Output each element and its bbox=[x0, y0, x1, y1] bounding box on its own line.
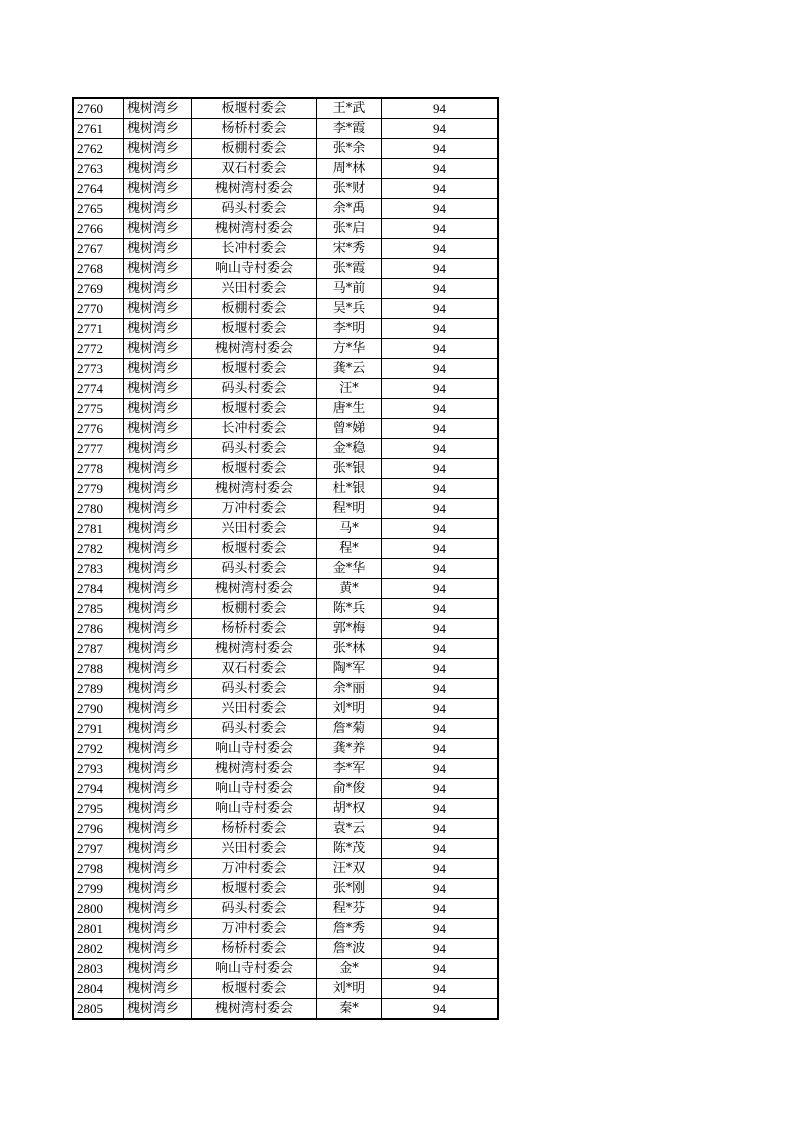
person-name-cell: 吴*兵 bbox=[317, 299, 382, 319]
row-number-cell: 2767 bbox=[73, 239, 124, 259]
person-name-cell: 詹*秀 bbox=[317, 919, 382, 939]
person-name-cell: 张*启 bbox=[317, 219, 382, 239]
person-name-cell: 秦* bbox=[317, 999, 382, 1020]
score-cell: 94 bbox=[382, 699, 499, 719]
township-cell: 槐树湾乡 bbox=[124, 359, 192, 379]
township-cell: 槐树湾乡 bbox=[124, 119, 192, 139]
row-number-cell: 2797 bbox=[73, 839, 124, 859]
person-name-cell: 方*华 bbox=[317, 339, 382, 359]
row-number-cell: 2769 bbox=[73, 279, 124, 299]
score-cell: 94 bbox=[382, 879, 499, 899]
table-row bbox=[73, 219, 498, 239]
score-cell: 94 bbox=[382, 139, 499, 159]
township-cell: 槐树湾乡 bbox=[124, 239, 192, 259]
score-cell: 94 bbox=[382, 839, 499, 859]
table-row bbox=[73, 579, 498, 599]
person-name-cell: 陈*茂 bbox=[317, 839, 382, 859]
table-row bbox=[73, 199, 498, 219]
score-cell: 94 bbox=[382, 299, 499, 319]
score-cell: 94 bbox=[382, 679, 499, 699]
row-number-cell: 2805 bbox=[73, 999, 124, 1020]
row-number-cell: 2793 bbox=[73, 759, 124, 779]
row-number-cell: 2799 bbox=[73, 879, 124, 899]
row-number-cell: 2765 bbox=[73, 199, 124, 219]
person-name-cell: 金*华 bbox=[317, 559, 382, 579]
score-cell: 94 bbox=[382, 319, 499, 339]
township-cell: 槐树湾乡 bbox=[124, 139, 192, 159]
village-committee-cell: 响山寺村委会 bbox=[192, 259, 317, 279]
township-cell: 槐树湾乡 bbox=[124, 639, 192, 659]
village-committee-cell: 长冲村委会 bbox=[192, 419, 317, 439]
score-cell: 94 bbox=[382, 959, 499, 979]
score-cell: 94 bbox=[382, 499, 499, 519]
village-committee-cell: 万冲村委会 bbox=[192, 859, 317, 879]
row-number-cell: 2780 bbox=[73, 499, 124, 519]
township-cell: 槐树湾乡 bbox=[124, 939, 192, 959]
row-number-cell: 2764 bbox=[73, 179, 124, 199]
score-cell: 94 bbox=[382, 819, 499, 839]
table-row bbox=[73, 139, 498, 159]
village-committee-cell: 码头村委会 bbox=[192, 899, 317, 919]
row-number-cell: 2796 bbox=[73, 819, 124, 839]
score-cell: 94 bbox=[382, 719, 499, 739]
township-cell: 槐树湾乡 bbox=[124, 799, 192, 819]
row-number-cell: 2779 bbox=[73, 479, 124, 499]
township-cell: 槐树湾乡 bbox=[124, 439, 192, 459]
township-cell: 槐树湾乡 bbox=[124, 899, 192, 919]
person-name-cell: 程* bbox=[317, 539, 382, 559]
score-cell: 94 bbox=[382, 579, 499, 599]
person-name-cell: 余*禹 bbox=[317, 199, 382, 219]
score-cell: 94 bbox=[382, 199, 499, 219]
person-name-cell: 刘*明 bbox=[317, 699, 382, 719]
township-cell: 槐树湾乡 bbox=[124, 819, 192, 839]
table-row bbox=[73, 239, 498, 259]
village-committee-cell: 板堰村委会 bbox=[192, 399, 317, 419]
row-number-cell: 2771 bbox=[73, 319, 124, 339]
score-cell: 94 bbox=[382, 739, 499, 759]
table-row bbox=[73, 679, 498, 699]
township-cell: 槐树湾乡 bbox=[124, 979, 192, 999]
table-row bbox=[73, 839, 498, 859]
township-cell: 槐树湾乡 bbox=[124, 719, 192, 739]
row-number-cell: 2781 bbox=[73, 519, 124, 539]
township-cell: 槐树湾乡 bbox=[124, 559, 192, 579]
township-cell: 槐树湾乡 bbox=[124, 399, 192, 419]
score-cell: 94 bbox=[382, 119, 499, 139]
score-cell: 94 bbox=[382, 399, 499, 419]
table-row bbox=[73, 98, 498, 119]
table-row bbox=[73, 539, 498, 559]
person-name-cell: 龚*养 bbox=[317, 739, 382, 759]
village-committee-cell: 万冲村委会 bbox=[192, 499, 317, 519]
village-committee-cell: 槐树湾村委会 bbox=[192, 179, 317, 199]
score-cell: 94 bbox=[382, 339, 499, 359]
township-cell: 槐树湾乡 bbox=[124, 619, 192, 639]
person-name-cell: 唐*生 bbox=[317, 399, 382, 419]
person-name-cell: 袁*云 bbox=[317, 819, 382, 839]
village-committee-cell: 码头村委会 bbox=[192, 559, 317, 579]
township-cell: 槐树湾乡 bbox=[124, 679, 192, 699]
township-cell: 槐树湾乡 bbox=[124, 379, 192, 399]
row-number-cell: 2763 bbox=[73, 159, 124, 179]
person-name-cell: 詹*菊 bbox=[317, 719, 382, 739]
person-name-cell: 詹*波 bbox=[317, 939, 382, 959]
township-cell: 槐树湾乡 bbox=[124, 759, 192, 779]
village-committee-cell: 兴田村委会 bbox=[192, 839, 317, 859]
row-number-cell: 2775 bbox=[73, 399, 124, 419]
township-cell: 槐树湾乡 bbox=[124, 739, 192, 759]
person-name-cell: 杜*银 bbox=[317, 479, 382, 499]
person-name-cell: 李*军 bbox=[317, 759, 382, 779]
village-committee-cell: 响山寺村委会 bbox=[192, 959, 317, 979]
table-row bbox=[73, 359, 498, 379]
township-cell: 槐树湾乡 bbox=[124, 659, 192, 679]
row-number-cell: 2782 bbox=[73, 539, 124, 559]
person-name-cell: 马* bbox=[317, 519, 382, 539]
roster-sheet bbox=[72, 97, 491, 1020]
row-number-cell: 2772 bbox=[73, 339, 124, 359]
score-cell: 94 bbox=[382, 419, 499, 439]
score-cell: 94 bbox=[382, 379, 499, 399]
score-cell: 94 bbox=[382, 539, 499, 559]
village-committee-cell: 板堰村委会 bbox=[192, 459, 317, 479]
table-row bbox=[73, 979, 498, 999]
table-row bbox=[73, 159, 498, 179]
table-row bbox=[73, 459, 498, 479]
township-cell: 槐树湾乡 bbox=[124, 599, 192, 619]
village-committee-cell: 板堰村委会 bbox=[192, 319, 317, 339]
township-cell: 槐树湾乡 bbox=[124, 419, 192, 439]
person-name-cell: 程*明 bbox=[317, 499, 382, 519]
person-name-cell: 张*刚 bbox=[317, 879, 382, 899]
village-committee-cell: 码头村委会 bbox=[192, 379, 317, 399]
person-name-cell: 李*明 bbox=[317, 319, 382, 339]
score-cell: 94 bbox=[382, 239, 499, 259]
row-number-cell: 2786 bbox=[73, 619, 124, 639]
village-committee-cell: 杨桥村委会 bbox=[192, 119, 317, 139]
person-name-cell: 李*霞 bbox=[317, 119, 382, 139]
row-number-cell: 2774 bbox=[73, 379, 124, 399]
row-number-cell: 2801 bbox=[73, 919, 124, 939]
person-name-cell: 金*稳 bbox=[317, 439, 382, 459]
village-committee-cell: 码头村委会 bbox=[192, 679, 317, 699]
score-cell: 94 bbox=[382, 899, 499, 919]
village-committee-cell: 板堰村委会 bbox=[192, 539, 317, 559]
village-committee-cell: 槐树湾村委会 bbox=[192, 479, 317, 499]
township-cell: 槐树湾乡 bbox=[124, 179, 192, 199]
score-cell: 94 bbox=[382, 279, 499, 299]
person-name-cell: 龚*云 bbox=[317, 359, 382, 379]
village-committee-cell: 兴田村委会 bbox=[192, 519, 317, 539]
village-committee-cell: 槐树湾村委会 bbox=[192, 759, 317, 779]
table-row bbox=[73, 399, 498, 419]
row-number-cell: 2766 bbox=[73, 219, 124, 239]
row-number-cell: 2792 bbox=[73, 739, 124, 759]
table-row bbox=[73, 179, 498, 199]
township-cell: 槐树湾乡 bbox=[124, 779, 192, 799]
village-committee-cell: 双石村委会 bbox=[192, 159, 317, 179]
village-committee-cell: 响山寺村委会 bbox=[192, 779, 317, 799]
row-number-cell: 2762 bbox=[73, 139, 124, 159]
table-row bbox=[73, 259, 498, 279]
township-cell: 槐树湾乡 bbox=[124, 859, 192, 879]
score-cell: 94 bbox=[382, 519, 499, 539]
person-name-cell: 陈*兵 bbox=[317, 599, 382, 619]
table-row bbox=[73, 659, 498, 679]
township-cell: 槐树湾乡 bbox=[124, 299, 192, 319]
village-committee-cell: 槐树湾村委会 bbox=[192, 219, 317, 239]
person-name-cell: 张*林 bbox=[317, 639, 382, 659]
table-row bbox=[73, 959, 498, 979]
person-name-cell: 张*银 bbox=[317, 459, 382, 479]
row-number-cell: 2791 bbox=[73, 719, 124, 739]
score-cell: 94 bbox=[382, 459, 499, 479]
table-row bbox=[73, 639, 498, 659]
score-cell: 94 bbox=[382, 619, 499, 639]
township-cell: 槐树湾乡 bbox=[124, 959, 192, 979]
roster-table-body bbox=[73, 98, 498, 1019]
township-cell: 槐树湾乡 bbox=[124, 279, 192, 299]
person-name-cell: 俞*俊 bbox=[317, 779, 382, 799]
township-cell: 槐树湾乡 bbox=[124, 839, 192, 859]
row-number-cell: 2789 bbox=[73, 679, 124, 699]
roster-table bbox=[72, 97, 499, 1020]
row-number-cell: 2785 bbox=[73, 599, 124, 619]
township-cell: 槐树湾乡 bbox=[124, 479, 192, 499]
person-name-cell: 郭*梅 bbox=[317, 619, 382, 639]
table-row bbox=[73, 999, 498, 1020]
village-committee-cell: 杨桥村委会 bbox=[192, 619, 317, 639]
township-cell: 槐树湾乡 bbox=[124, 579, 192, 599]
row-number-cell: 2778 bbox=[73, 459, 124, 479]
township-cell: 槐树湾乡 bbox=[124, 699, 192, 719]
village-committee-cell: 长冲村委会 bbox=[192, 239, 317, 259]
village-committee-cell: 槐树湾村委会 bbox=[192, 639, 317, 659]
table-row bbox=[73, 379, 498, 399]
village-committee-cell: 板堰村委会 bbox=[192, 359, 317, 379]
score-cell: 94 bbox=[382, 159, 499, 179]
score-cell: 94 bbox=[382, 859, 499, 879]
table-row bbox=[73, 119, 498, 139]
person-name-cell: 金* bbox=[317, 959, 382, 979]
table-row bbox=[73, 859, 498, 879]
village-committee-cell: 码头村委会 bbox=[192, 199, 317, 219]
village-committee-cell: 双石村委会 bbox=[192, 659, 317, 679]
row-number-cell: 2760 bbox=[73, 98, 124, 119]
township-cell: 槐树湾乡 bbox=[124, 159, 192, 179]
table-row bbox=[73, 479, 498, 499]
row-number-cell: 2784 bbox=[73, 579, 124, 599]
table-row bbox=[73, 779, 498, 799]
village-committee-cell: 杨桥村委会 bbox=[192, 819, 317, 839]
village-committee-cell: 槐树湾村委会 bbox=[192, 999, 317, 1020]
score-cell: 94 bbox=[382, 659, 499, 679]
score-cell: 94 bbox=[382, 479, 499, 499]
table-row bbox=[73, 619, 498, 639]
person-name-cell: 汪*双 bbox=[317, 859, 382, 879]
score-cell: 94 bbox=[382, 359, 499, 379]
township-cell: 槐树湾乡 bbox=[124, 879, 192, 899]
table-row bbox=[73, 319, 498, 339]
village-committee-cell: 板棚村委会 bbox=[192, 139, 317, 159]
person-name-cell: 刘*明 bbox=[317, 979, 382, 999]
village-committee-cell: 杨桥村委会 bbox=[192, 939, 317, 959]
village-committee-cell: 兴田村委会 bbox=[192, 699, 317, 719]
village-committee-cell: 槐树湾村委会 bbox=[192, 339, 317, 359]
village-committee-cell: 码头村委会 bbox=[192, 719, 317, 739]
village-committee-cell: 板堰村委会 bbox=[192, 879, 317, 899]
row-number-cell: 2794 bbox=[73, 779, 124, 799]
score-cell: 94 bbox=[382, 179, 499, 199]
score-cell: 94 bbox=[382, 939, 499, 959]
table-row bbox=[73, 499, 498, 519]
score-cell: 94 bbox=[382, 439, 499, 459]
township-cell: 槐树湾乡 bbox=[124, 199, 192, 219]
table-row bbox=[73, 279, 498, 299]
village-committee-cell: 槐树湾村委会 bbox=[192, 579, 317, 599]
table-row bbox=[73, 559, 498, 579]
table-row bbox=[73, 699, 498, 719]
score-cell: 94 bbox=[382, 799, 499, 819]
village-committee-cell: 板堰村委会 bbox=[192, 98, 317, 119]
row-number-cell: 2798 bbox=[73, 859, 124, 879]
person-name-cell: 汪* bbox=[317, 379, 382, 399]
village-committee-cell: 响山寺村委会 bbox=[192, 739, 317, 759]
score-cell: 94 bbox=[382, 759, 499, 779]
row-number-cell: 2783 bbox=[73, 559, 124, 579]
row-number-cell: 2803 bbox=[73, 959, 124, 979]
village-committee-cell: 码头村委会 bbox=[192, 439, 317, 459]
table-row bbox=[73, 939, 498, 959]
row-number-cell: 2804 bbox=[73, 979, 124, 999]
township-cell: 槐树湾乡 bbox=[124, 98, 192, 119]
table-row bbox=[73, 719, 498, 739]
score-cell: 94 bbox=[382, 639, 499, 659]
township-cell: 槐树湾乡 bbox=[124, 259, 192, 279]
township-cell: 槐树湾乡 bbox=[124, 999, 192, 1020]
table-row bbox=[73, 759, 498, 779]
person-name-cell: 张*霞 bbox=[317, 259, 382, 279]
township-cell: 槐树湾乡 bbox=[124, 339, 192, 359]
row-number-cell: 2776 bbox=[73, 419, 124, 439]
person-name-cell: 余*丽 bbox=[317, 679, 382, 699]
village-committee-cell: 兴田村委会 bbox=[192, 279, 317, 299]
person-name-cell: 黄* bbox=[317, 579, 382, 599]
person-name-cell: 王*武 bbox=[317, 98, 382, 119]
score-cell: 94 bbox=[382, 979, 499, 999]
score-cell: 94 bbox=[382, 98, 499, 119]
score-cell: 94 bbox=[382, 559, 499, 579]
table-row bbox=[73, 299, 498, 319]
row-number-cell: 2788 bbox=[73, 659, 124, 679]
row-number-cell: 2768 bbox=[73, 259, 124, 279]
person-name-cell: 张*余 bbox=[317, 139, 382, 159]
person-name-cell: 周*林 bbox=[317, 159, 382, 179]
township-cell: 槐树湾乡 bbox=[124, 519, 192, 539]
row-number-cell: 2777 bbox=[73, 439, 124, 459]
table-row bbox=[73, 419, 498, 439]
person-name-cell: 张*财 bbox=[317, 179, 382, 199]
person-name-cell: 程*芬 bbox=[317, 899, 382, 919]
score-cell: 94 bbox=[382, 599, 499, 619]
score-cell: 94 bbox=[382, 779, 499, 799]
table-row bbox=[73, 879, 498, 899]
row-number-cell: 2761 bbox=[73, 119, 124, 139]
township-cell: 槐树湾乡 bbox=[124, 499, 192, 519]
person-name-cell: 马*前 bbox=[317, 279, 382, 299]
score-cell: 94 bbox=[382, 999, 499, 1020]
table-row bbox=[73, 919, 498, 939]
township-cell: 槐树湾乡 bbox=[124, 459, 192, 479]
table-row bbox=[73, 439, 498, 459]
township-cell: 槐树湾乡 bbox=[124, 219, 192, 239]
score-cell: 94 bbox=[382, 259, 499, 279]
row-number-cell: 2773 bbox=[73, 359, 124, 379]
table-row bbox=[73, 799, 498, 819]
score-cell: 94 bbox=[382, 919, 499, 939]
township-cell: 槐树湾乡 bbox=[124, 539, 192, 559]
person-name-cell: 曾*娣 bbox=[317, 419, 382, 439]
table-row bbox=[73, 519, 498, 539]
table-row bbox=[73, 819, 498, 839]
row-number-cell: 2800 bbox=[73, 899, 124, 919]
village-committee-cell: 万冲村委会 bbox=[192, 919, 317, 939]
table-row bbox=[73, 739, 498, 759]
table-row bbox=[73, 339, 498, 359]
village-committee-cell: 板棚村委会 bbox=[192, 599, 317, 619]
row-number-cell: 2787 bbox=[73, 639, 124, 659]
village-committee-cell: 响山寺村委会 bbox=[192, 799, 317, 819]
person-name-cell: 陶*军 bbox=[317, 659, 382, 679]
row-number-cell: 2802 bbox=[73, 939, 124, 959]
village-committee-cell: 板堰村委会 bbox=[192, 979, 317, 999]
person-name-cell: 宋*秀 bbox=[317, 239, 382, 259]
township-cell: 槐树湾乡 bbox=[124, 319, 192, 339]
score-cell: 94 bbox=[382, 219, 499, 239]
person-name-cell: 胡*权 bbox=[317, 799, 382, 819]
row-number-cell: 2770 bbox=[73, 299, 124, 319]
township-cell: 槐树湾乡 bbox=[124, 919, 192, 939]
table-row bbox=[73, 599, 498, 619]
row-number-cell: 2795 bbox=[73, 799, 124, 819]
village-committee-cell: 板棚村委会 bbox=[192, 299, 317, 319]
table-row bbox=[73, 899, 498, 919]
row-number-cell: 2790 bbox=[73, 699, 124, 719]
